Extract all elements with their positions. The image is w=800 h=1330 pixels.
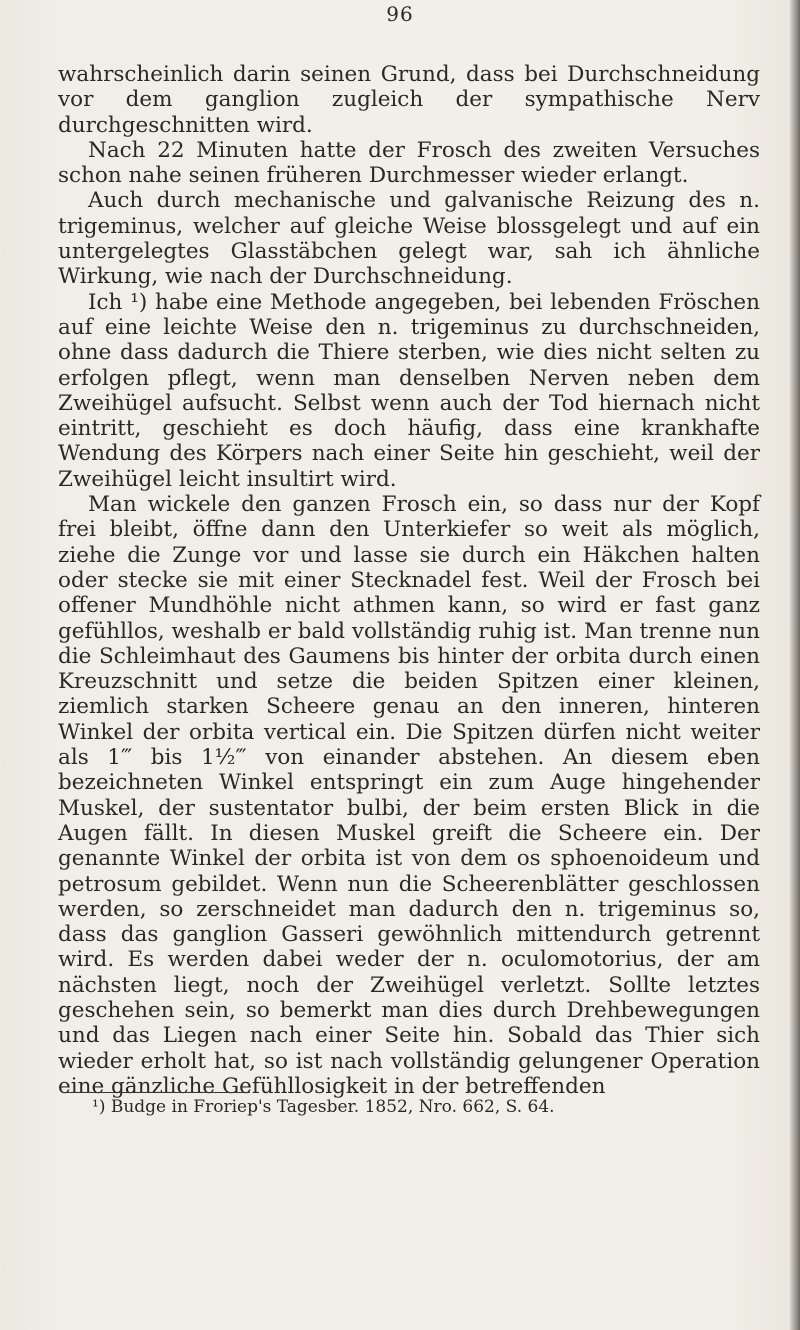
paragraph: Nach 22 Minuten hatte der Frosch des zweiten Versuches schon nahe seinen früheren Durchmesser wieder erlangt. (58, 137, 760, 189)
page-number: 96 (386, 2, 414, 26)
page-edge-shadow (790, 0, 800, 1330)
body-text (58, 62, 760, 1099)
footnote-rule (62, 1092, 250, 1093)
paragraph: Man wickele den ganzen Frosch ein, so dass nur der Kopf frei bleibt, öffne dann den Unterkiefer so weit als möglich, ziehe die Zunge vor und lasse sie durch ein Häkchen halten oder stecke sie mit einer Stecknadel fest. Weil der Frosch bei offener Mundhöhle nicht athmen kann, so wird er fast ganz gefühllos, weshalb er bald vollständig ruhig ist. Man trenne nun die Schleimhaut des Gaumens bis hinter der orbita durch einen Kreuzschnitt und setze die beiden Spitzen einer kleinen, ziemlich starken Scheere genau an den inneren, hinteren Winkel der orbita vertical ein. Die Spitzen dürfen nicht weiter als 1‴ bis 1½‴ von einander abstehen. An diesem eben bezeichneten Winkel entspringt ein zum Auge hingehender Muskel, der sustentator bulbi, der beim ersten Blick in die Augen fällt. In diesen Muskel greift die Scheere ein. Der genannte Winkel der orbita ist von dem os sphoenoideum und petrosum gebildet. Wenn nun die Scheerenblätter geschlossen werden, so zerschneidet man dadurch den n. trigeminus so, dass das ganglion Gasseri gewöhnlich mittendurch getrennt wird. Es werden dabei weder der n. oculomotorius, der am nächsten liegt, noch der Zweihügel verletzt. Sollte letztes geschehen sein, so bemerkt man dies durch Drehbewegungen und das Liegen nach einer Seite hin. Sobald das Thier sich wieder erholt hat, so ist nach vollständig gelungener Operation eine gänzliche Gefühllosigkeit in der betreffenden (58, 492, 760, 1099)
paragraph: Ich ¹) habe eine Methode angegeben, bei lebenden Fröschen auf eine leichte Weise den n. trigeminus zu durchschneiden, ohne dass dadurch die Thiere sterben, wie dies nicht selten zu erfolgen pflegt, wenn man denselben Nerven neben dem Zweihügel aufsucht. Selbst wenn auch der Tod hiernach nicht eintritt, geschieht es doch häufig, dass eine krankhafte Wendung des Körpers nach einer Seite hin geschieht, weil der Zweihügel leicht insultirt wird. (58, 289, 760, 492)
paragraph-continuation: wahrscheinlich darin seinen Grund, dass bei Durchschneidung vor dem ganglion zugleich der sympathische Nerv durchgeschnitten wird. (58, 62, 760, 138)
paragraph: Auch durch mechanische und galvanische Reizung des n. trigeminus, welcher auf gleiche Weise blossgelegt und auf ein untergelegtes Glasstäbchen gelegt war, sah ich ähnliche Wirkung, wie nach der Durchschneidung. (58, 188, 760, 290)
footnote: ¹) Budge in Froriep's Tagesber. 1852, Nro. 662, S. 64. (92, 1097, 555, 1117)
